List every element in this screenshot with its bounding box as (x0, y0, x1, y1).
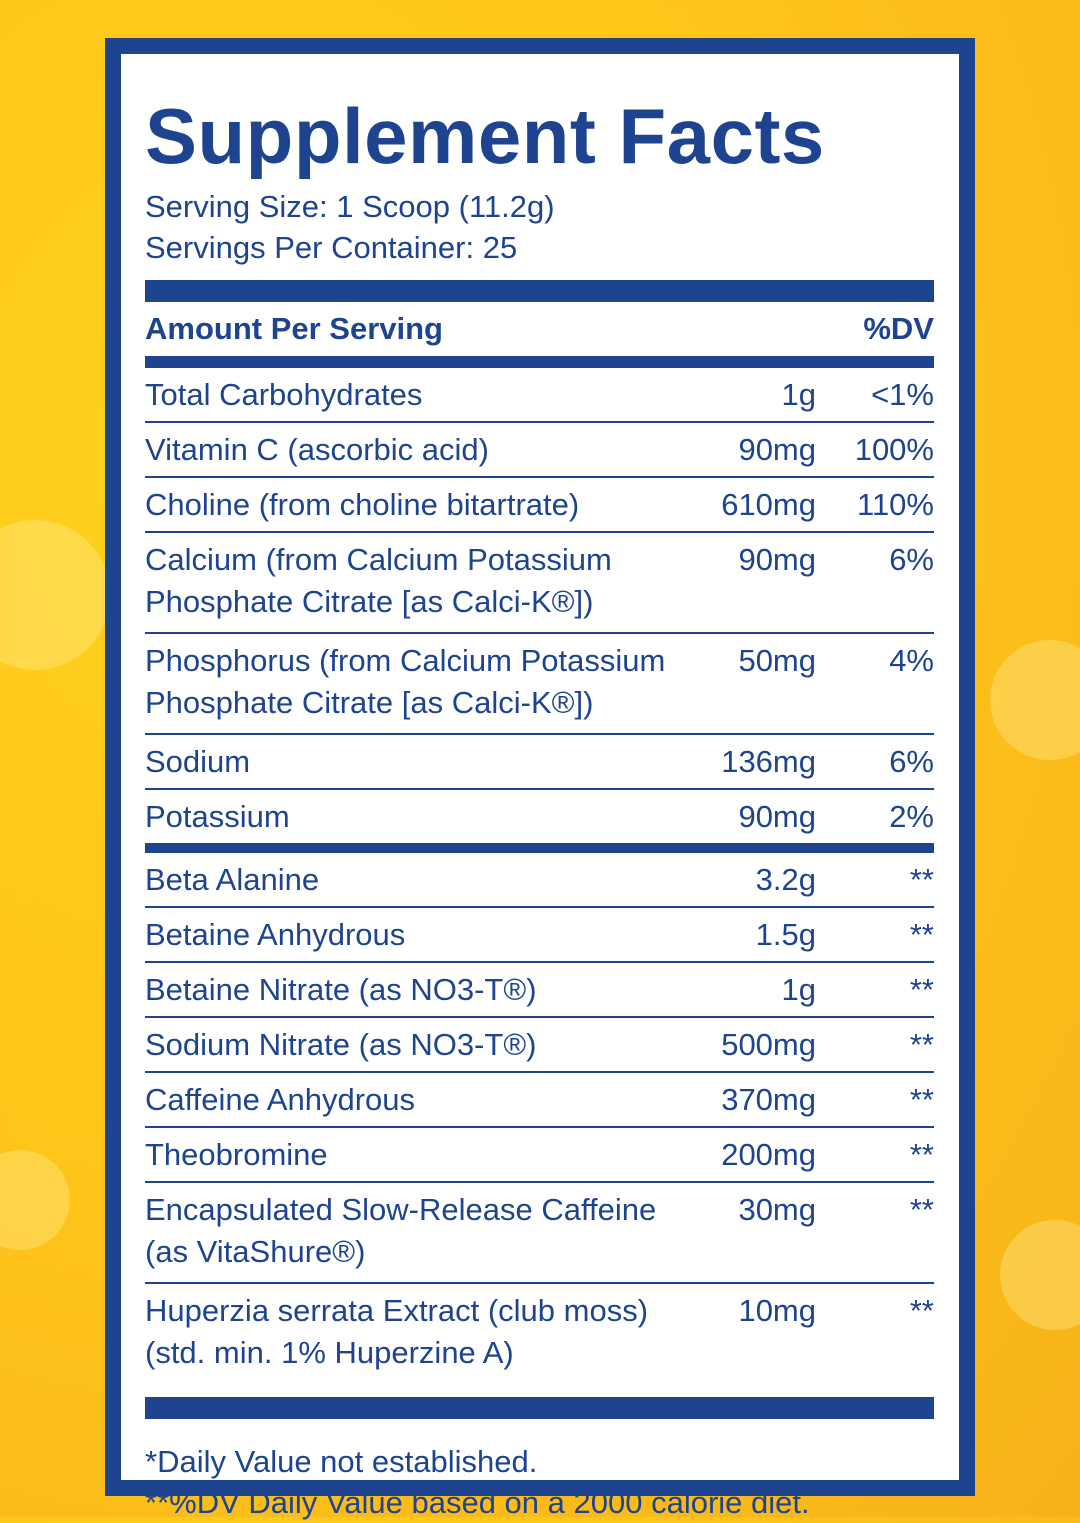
ingredient-name: Huperzia serrata Extract (club moss) (std. min. 1% Huperzine A) (145, 1293, 649, 1370)
footnotes (145, 1441, 934, 1523)
table-row (145, 1018, 934, 1073)
nutrient-name: Potassium (145, 799, 290, 834)
ingredient-dv: ** (909, 1027, 934, 1062)
table-row (145, 853, 934, 908)
nutrient-name: Total Carbohydrates (145, 377, 423, 412)
nutrient-dv: 100% (854, 432, 934, 467)
divider-thick (145, 1397, 934, 1419)
ingredient-dv: ** (909, 862, 934, 897)
ingredient-amount: 200mg (721, 1137, 816, 1172)
ingredient-amount: 30mg (738, 1192, 816, 1227)
table-row (145, 634, 934, 735)
ingredient-dv: ** (909, 1293, 934, 1328)
ingredient-dv: ** (909, 1082, 934, 1117)
nutrient-amount: 90mg (738, 542, 816, 577)
supplement-facts-panel (105, 38, 975, 1520)
nutrient-dv: 6% (889, 744, 934, 779)
ingredient-dv: ** (909, 972, 934, 1007)
table-row (145, 908, 934, 963)
nutrients-table (145, 368, 934, 853)
background-bubble (0, 520, 110, 670)
nutrient-name: Sodium (145, 744, 251, 779)
ingredient-name: Sodium Nitrate (as NO3-T®) (145, 1027, 537, 1062)
background-bubble (990, 640, 1080, 760)
table-row (145, 735, 934, 790)
nutrient-name: Choline (from choline bitartrate) (145, 487, 580, 522)
ingredient-dv: ** (909, 1192, 934, 1227)
serving-size: Serving Size: 1 Scoop (11.2g) (145, 189, 555, 224)
table-row (145, 533, 934, 634)
nutrient-amount: 50mg (738, 643, 816, 678)
nutrient-dv: 6% (889, 542, 934, 577)
table-header (145, 302, 934, 356)
nutrient-name: Vitamin C (ascorbic acid) (145, 432, 489, 467)
nutrient-name: Calcium (from Calcium Potassium Phosphate Citrate [as Calci-K®]) (145, 542, 612, 619)
page-title: Supplement Facts (145, 92, 825, 180)
nutrient-amount: 136mg (721, 744, 816, 779)
nutrient-dv: <1% (871, 377, 934, 412)
background-bubble (1000, 1220, 1080, 1330)
panel-content (145, 54, 934, 1523)
divider-medium (145, 356, 934, 368)
background-bubble (0, 1150, 70, 1250)
table-row (145, 478, 934, 533)
table-row (145, 1073, 934, 1128)
table-row (145, 1284, 934, 1383)
nutrient-name: Phosphorus (from Calcium Potassium Phosphate Citrate [as Calci-K®]) (145, 643, 666, 720)
ingredient-name: Beta Alanine (145, 862, 320, 897)
table-row (145, 1128, 934, 1183)
ingredient-name: Betaine Nitrate (as NO3-T®) (145, 972, 537, 1007)
ingredient-amount: 370mg (721, 1082, 816, 1117)
ingredient-name: Betaine Anhydrous (145, 917, 406, 952)
ingredient-amount: 500mg (721, 1027, 816, 1062)
servings-per-container: Servings Per Container: 25 (145, 230, 518, 265)
dv-header: %DV (863, 311, 934, 346)
ingredient-name: Encapsulated Slow-Release Caffeine (as VitaShure®) (145, 1192, 657, 1269)
ingredient-amount: 1g (781, 972, 816, 1007)
table-row (145, 423, 934, 478)
nutrient-amount: 610mg (721, 487, 816, 522)
ingredient-amount: 3.2g (755, 862, 816, 897)
ingredient-name: Caffeine Anhydrous (145, 1082, 416, 1117)
footnote-calorie-diet: **%DV Daily Value based on a 2000 calorie diet. (145, 1485, 810, 1520)
nutrient-dv: 110% (857, 487, 934, 522)
table-row (145, 1183, 934, 1284)
amount-per-serving-header: Amount Per Serving (145, 311, 443, 346)
table-row (145, 790, 934, 853)
ingredient-dv: ** (909, 1137, 934, 1172)
nutrient-dv: 2% (889, 799, 934, 834)
divider-thick (145, 280, 934, 302)
nutrient-amount: 1g (781, 377, 816, 412)
ingredients-table (145, 853, 934, 1383)
nutrient-amount: 90mg (738, 432, 816, 467)
nutrient-amount: 90mg (738, 799, 816, 834)
ingredient-dv: ** (909, 917, 934, 952)
nutrient-dv: 4% (889, 643, 934, 678)
ingredient-amount: 10mg (738, 1293, 816, 1328)
ingredient-name: Theobromine (145, 1137, 328, 1172)
serving-info (145, 186, 934, 268)
table-row (145, 963, 934, 1018)
ingredient-amount: 1.5g (755, 917, 816, 952)
footnote-daily-value: *Daily Value not established. (145, 1444, 538, 1479)
table-row (145, 368, 934, 423)
